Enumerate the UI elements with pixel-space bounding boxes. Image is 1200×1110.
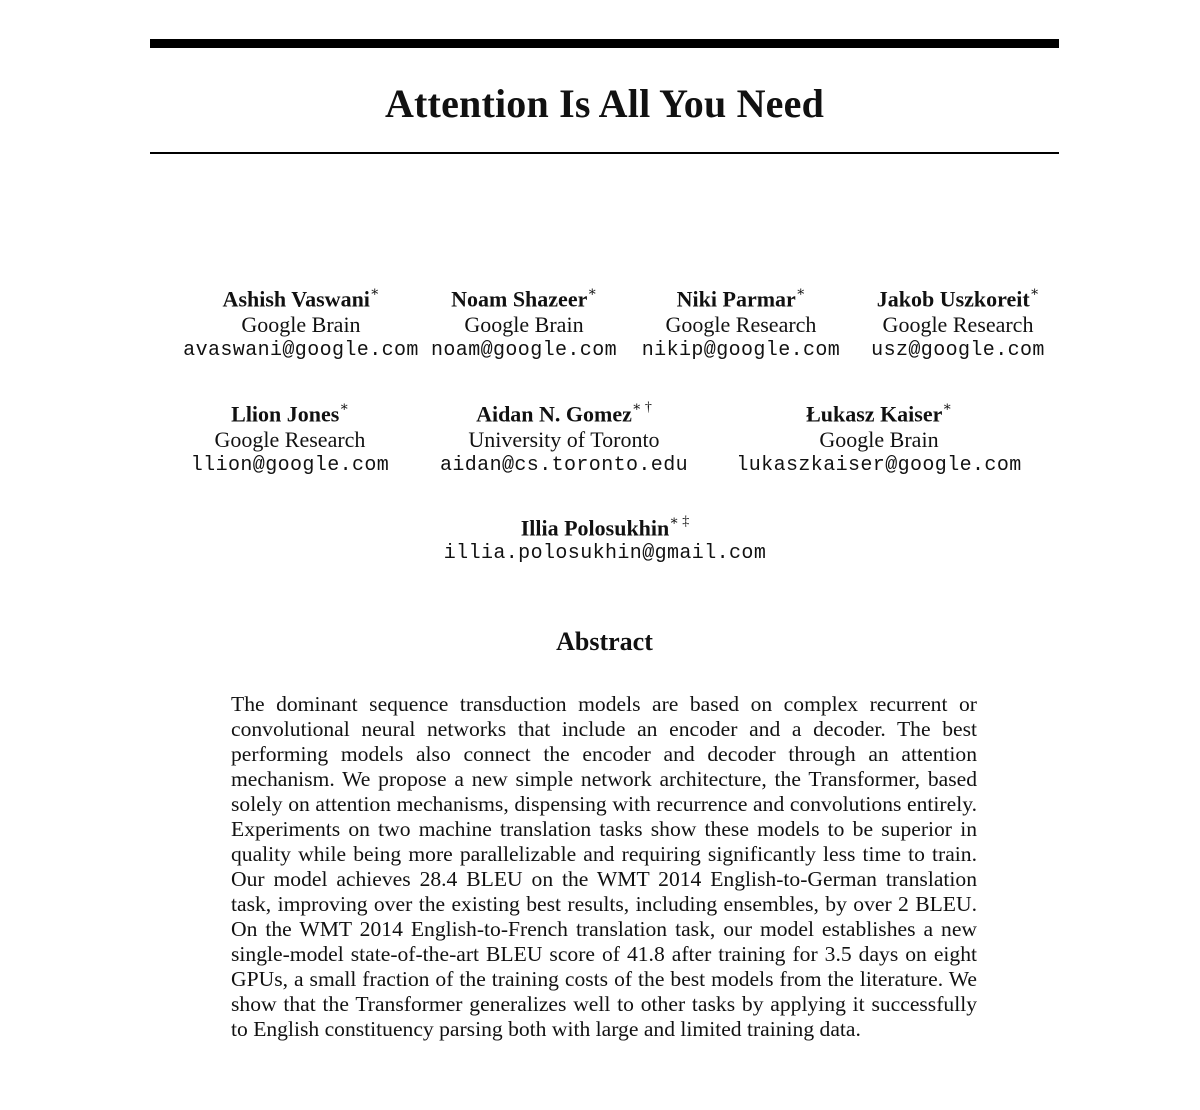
title-bottom-rule [150,152,1059,154]
author-affiliation: Google Brain [241,312,361,338]
author-block [431,282,617,364]
author-email: usz@google.com [871,339,1045,363]
author-email: noam@google.com [430,339,618,363]
author-email: nikip@google.com [641,339,841,363]
author-block [444,511,766,567]
author-marks: ∗ [339,400,349,415]
author-name: Łukasz Kaiser [806,401,943,427]
author-email: avaswani@google.com [183,339,419,363]
title-top-rule [150,39,1059,48]
author-affiliation: Google Brain [464,312,584,338]
author-email: illia.polosukhin@gmail.com [443,542,767,566]
author-affiliation: Google Research [665,312,817,338]
author-marks: ∗ † [631,400,652,415]
paper-title: Attention Is All You Need [384,81,825,126]
author-affiliation: Google Research [882,312,1034,338]
author-name-line [736,397,1021,427]
author-name: Illia Polosukhin [520,515,670,541]
author-marks: ∗ [942,400,952,415]
author-marks: ∗ [587,285,597,300]
author-marks: ∗ [369,285,380,300]
author-name-line [440,397,688,427]
author-name: Aidan N. Gomez [476,401,632,427]
author-block [440,397,688,479]
author-block [191,397,389,479]
author-marks: ∗ ‡ [669,514,690,529]
author-block [871,282,1045,364]
author-block [736,397,1021,479]
author-name-line [191,397,389,427]
abstract-text: The dominant sequence transduction models are based on complex recurrent or convolutional neural networks that include an encoder and a decoder. The best performing models also connect the encoder and decoder through an attention mechanism. We propose a new simple network architecture, the Transformer, based solely on attention mechanisms, dispensing with recurrence and convolutions entirely. Experiments on two machine translation tasks show these models to be superior in quality while being more parallelizable and requiring significantly less time to train. Our model achieves 28.4 BLEU on the WMT 2014 English-to-German translation task, improving over the existing best results, including ensembles, by over 2 BLEU. On the WMT 2014 English-to-French translation task, our model establishes a new single-model state-of-the-art BLEU score of 41.8 after training for 3.5 days on eight GPUs, a small fraction of the training costs of the best models from the literature. We show that the Transformer generalizes well to other tasks by applying it successfully to English constituency parsing both with large and limited training data. [231,692,977,1041]
author-block [642,282,840,364]
author-affiliation: University of Toronto [468,427,660,453]
author-name-line [871,282,1045,312]
author-affiliation: Google Brain [819,427,939,453]
author-name: Ashish Vaswani [222,286,370,312]
author-name-line [444,511,766,541]
author-name: Llion Jones [231,401,340,427]
author-name: Jakob Uszkoreit [876,286,1030,312]
author-marks: ∗ [795,285,806,300]
author-name: Niki Parmar [676,286,796,312]
author-name-line [431,282,617,312]
author-block [183,282,419,364]
author-name-line [183,282,419,312]
author-email: llion@google.com [190,454,390,478]
author-affiliation: Google Research [214,427,366,453]
abstract-heading: Abstract [556,627,653,656]
author-email: aidan@cs.toronto.edu [439,454,689,478]
author-name: Noam Shazeer [451,286,588,312]
author-name-line [642,282,840,312]
author-marks: ∗ [1029,285,1040,300]
author-email: lukaszkaiser@google.com [736,454,1022,478]
